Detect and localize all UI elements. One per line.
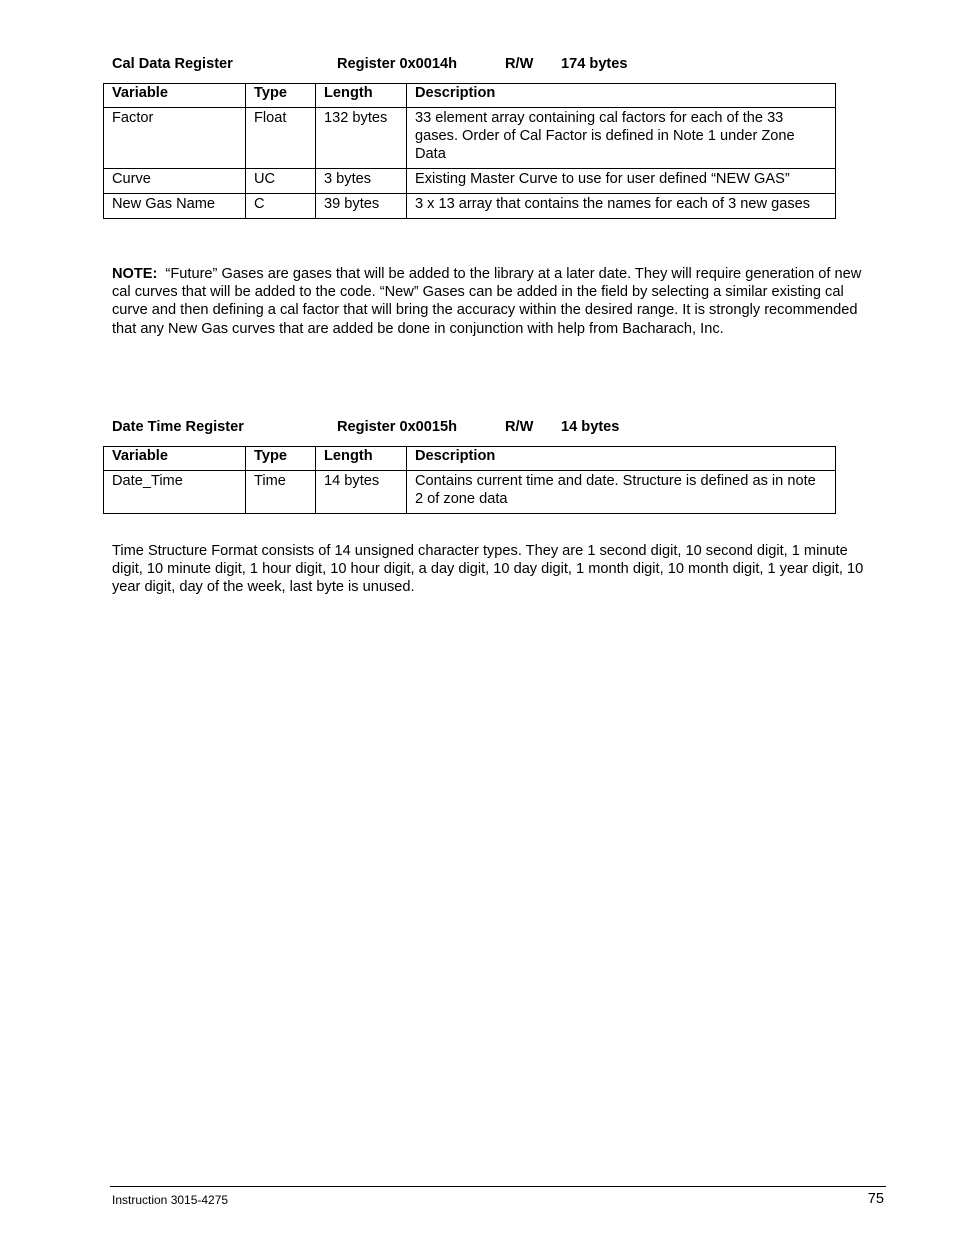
column-header-length: Length	[316, 447, 407, 471]
table-row	[104, 108, 836, 169]
cell-variable: Curve	[104, 169, 246, 194]
column-header-length: Length	[316, 84, 407, 108]
cal-register-table	[103, 83, 836, 219]
table-row	[104, 169, 836, 194]
column-header-description: Description	[407, 447, 836, 471]
cell-length: 132 bytes	[316, 108, 407, 169]
page-number: 75	[867, 1191, 884, 1207]
cal-register-size: 174 bytes	[561, 56, 628, 72]
column-header-description: Description	[407, 84, 836, 108]
footer-divider	[110, 1186, 886, 1187]
cell-variable: New Gas Name	[104, 194, 246, 219]
note-paragraph	[112, 265, 874, 338]
datetime-register-access: R/W	[505, 419, 534, 435]
footer-doc-id: Instruction 3015-4275	[112, 1193, 229, 1207]
cal-register-name: Cal Data Register	[112, 56, 233, 72]
cell-description: Existing Master Curve to use for user defined “NEW GAS”	[407, 169, 836, 194]
cell-type: C	[246, 194, 316, 219]
datetime-register-name: Date Time Register	[112, 419, 244, 435]
cell-description: Contains current time and date. Structure is defined as in note 2 of zone data	[407, 471, 836, 514]
cell-type: UC	[246, 169, 316, 194]
column-header-type: Type	[246, 447, 316, 471]
table-row	[104, 471, 836, 514]
table-row	[104, 194, 836, 219]
column-header-type: Type	[246, 84, 316, 108]
table-header-row	[104, 84, 836, 108]
datetime-register-size: 14 bytes	[561, 419, 620, 435]
datetime-register-table	[103, 446, 836, 514]
cal-register-header	[112, 56, 672, 76]
cal-register-address: Register 0x0014h	[337, 56, 458, 72]
cell-variable: Date_Time	[104, 471, 246, 514]
cell-length: 3 bytes	[316, 169, 407, 194]
cell-length: 39 bytes	[316, 194, 407, 219]
table-header-row	[104, 447, 836, 471]
note-text: “Future” Gases are gases that will be added to the library at a later date. They will require generation of new cal curves that will be added to the code. “New” Gases can be added in the field by selecting a similar existing cal curve and then defining a cal factor that will bring the accuracy within the desired range. It is strongly recommended that any New Gas curves that are added be done in conjunction with help from Bacharach, Inc.	[112, 266, 862, 337]
cell-variable: Factor	[104, 108, 246, 169]
cell-length: 14 bytes	[316, 471, 407, 514]
cell-type: Time	[246, 471, 316, 514]
cal-register-access: R/W	[505, 56, 534, 72]
cell-type: Float	[246, 108, 316, 169]
note-label: NOTE:	[112, 266, 158, 282]
column-header-variable: Variable	[104, 447, 246, 471]
datetime-register-address: Register 0x0015h	[337, 419, 458, 435]
column-header-variable: Variable	[104, 84, 246, 108]
cell-description: 3 x 13 array that contains the names for each of 3 new gases	[407, 194, 836, 219]
datetime-register-header	[112, 419, 672, 439]
cell-description: 33 element array containing cal factors for each of the 33 gases. Order of Cal Factor is defined in Note 1 under Zone Data	[407, 108, 836, 169]
time-structure-paragraph: Time Structure Format consists of 14 unsigned character types. They are 1 second digit, 10 second digit, 1 minute digit, 10 minute digit, 1 hour digit, 10 hour digit, a day digit, 10 day digit, 1 month digit, 10 month digit, 1 year digit, 10 year digit, day of the week, last byte is unused.	[112, 543, 864, 596]
